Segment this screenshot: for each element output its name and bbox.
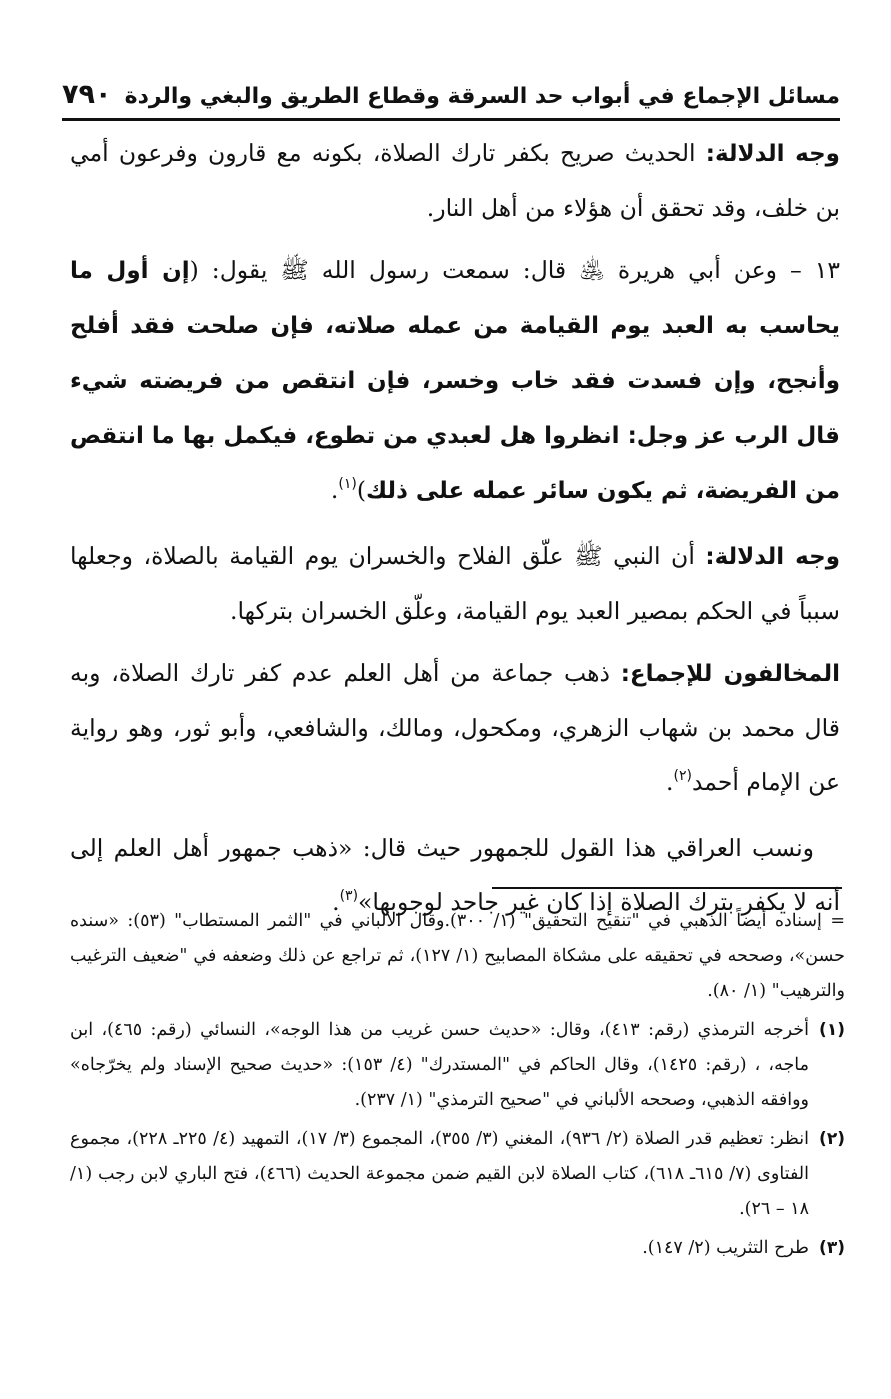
evidence-label: وجه الدلالة:: [705, 544, 840, 570]
page-number: ٧٩٠: [62, 79, 112, 110]
hadith-intro: ١٣ – وعن أبي هريرة ﵁ قال: سمعت رسول الله ﷺ يقول: (: [189, 256, 841, 284]
header-rule: [62, 118, 840, 121]
running-title: مسائل الإجماع في أبواب حد السرقة وقطاع الطريق والبغي والردة: [124, 84, 840, 109]
evidence-label: وجه الدلالة:: [705, 141, 840, 167]
paragraph-evidence-1: [70, 126, 840, 235]
paragraph-evidence-2: [70, 529, 840, 638]
footnote-ref-3: (٣): [339, 888, 359, 904]
page-header: [62, 58, 840, 108]
paragraph-hadith-13: [70, 243, 840, 521]
footnote-marker: (١): [819, 1020, 845, 1040]
iraqi-text: ونسب العراقي هذا القول للجمهور حيث قال: «ذهب جمهور أهل العلم إلى أنه لا يكفر بترك الصلاة إذا كان غير جاحد لوجوبها»: [70, 834, 840, 916]
footnote-ref-1: (١): [338, 476, 357, 492]
footnote-continuation: [70, 904, 845, 1009]
hadith-text: إن أول ما يحاسب به العبد يوم القيامة من عمله صلاته، فإن صلحت فقد أفلح وأنجح، وإن فسدت فقد خاب وخسر، فإن انتقص من فريضته شيء قال الرب عز وجل: انظروا هل لعبدي من تطوع، فيكمل بها ما انتقص من الفريضة، ثم يكون سائر عمله على ذلك: [70, 258, 840, 504]
footnote-text: انظر: تعظيم قدر الصلاة (٢/ ٩٣٦)، المغني (٣/ ٣٥٥)، المجموع (٣/ ١٧)، التمهيد (٤/ ٢٢٥ـ ٢٢٨)، مجموع الفتاوى (٧/ ٦١٥ـ ٦١٨)، كتاب الصلاة لابن القيم ضمن مجموعة الحديث (٤٦٦)، فتح الباري لابن رجب (١/ ١٨ – ٢٦).: [70, 1129, 809, 1219]
evidence-text: أن النبي ﷺ علّق الفلاح والخسران يوم القيامة بالصلاة، وجعلها سبباً في الحكم بمصير العبد يوم القيامة، وعلّق الخسران بتركها.: [70, 542, 840, 625]
footnote-continuation-text: = إسناده أيضاً الذهبي في "تنقيح التحقيق" (١/ ٣٠٠).وقال الألباني في "الثمر المستطاب" (٥٣): «سنده حسن»، وصححه في تحقيقه على مشكاة المصابيح (١/ ١٢٧)، ثم تراجع عن ذلك وضعفه في "ضعيف الترغيب والترهيب" (١/ ٨٠).: [70, 911, 845, 1001]
paragraph-dissenters: [70, 646, 840, 813]
footnotes: [70, 904, 845, 1270]
hadith-end: .: [330, 476, 339, 504]
footnote-marker: (٣): [819, 1238, 845, 1258]
footnote-text: طرح التثريب (٢/ ١٤٧).: [642, 1238, 809, 1258]
main-text: [70, 126, 840, 941]
hadith-close: ): [356, 476, 367, 504]
footnote-2: [70, 1122, 845, 1227]
footnote-3: [70, 1231, 845, 1266]
evidence-text: الحديث صريح بكفر تارك الصلاة، بكونه مع قارون وفرعون أمي بن خلف، وقد تحقق أن هؤلاء من أهل النار.: [70, 139, 840, 222]
footnote-1: [70, 1013, 845, 1118]
footnote-marker: (٢): [819, 1129, 845, 1149]
dissenters-text: ذهب جماعة من أهل العلم عدم كفر تارك الصلاة، وبه قال محمد بن شهاب الزهري، ومكحول، ومالك، والشافعي، وأبو ثور، وهو رواية عن الإمام أحمد: [70, 659, 840, 796]
footnote-separator: [492, 887, 842, 889]
footnote-ref-2: (٢): [673, 768, 692, 784]
dissenters-label: المخالفون للإجماع:: [620, 661, 840, 687]
dissenters-end: .: [665, 768, 674, 796]
footnote-text: أخرجه الترمذي (رقم: ٤١٣)، وقال: «حديث حسن غريب من هذا الوجه»، النسائي (رقم: ٤٦٥)، ابن ماجه، ، (رقم: ١٤٢٥)، وقال الحاكم في "المستدرك" (٤/ ١٥٣): «حديث صحيح الإسناد ولم يخرّجاه» ووافقه الذهبي، وصححه الألباني في "صحيح الترمذي" (١/ ٢٣٧).: [70, 1020, 809, 1110]
iraqi-end: .: [332, 888, 340, 916]
